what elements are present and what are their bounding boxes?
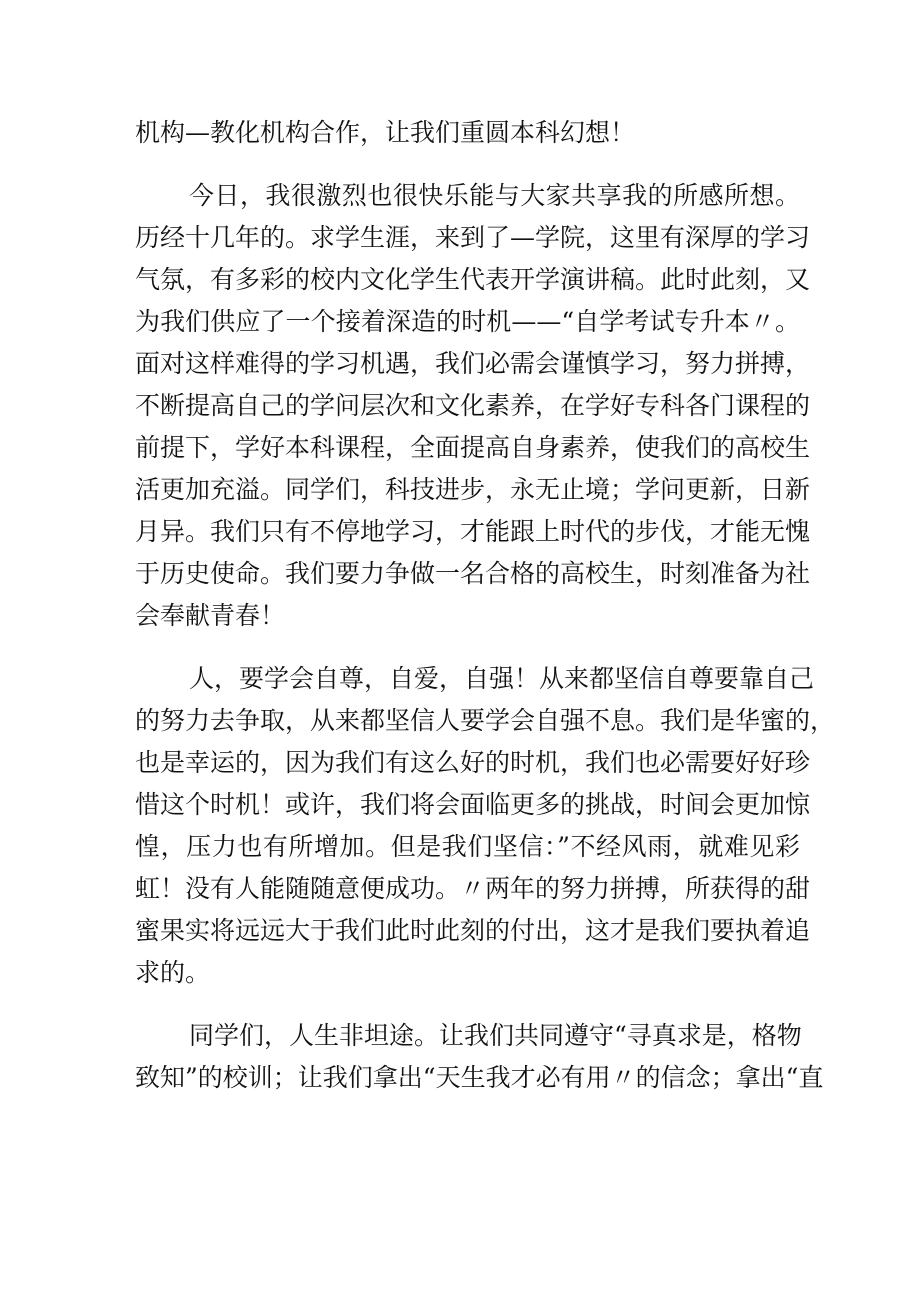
text-line: 气氛，有多彩的校内文化学生代表开学演讲稿。此时此刻，又 bbox=[135, 265, 811, 294]
paragraph-gap bbox=[135, 154, 800, 175]
paragraph-gap bbox=[135, 637, 800, 658]
paragraph bbox=[135, 658, 836, 994]
text-line: 求的。 bbox=[135, 958, 211, 987]
text-line: 活更加充溢。同学们，科技进步，永无止境；学问更新，日新 bbox=[135, 475, 811, 504]
text-line: 今日，我很激烈也很快乐能与大家共享我的所感所想。 bbox=[189, 181, 800, 210]
text-line: 为我们供应了一个接着深造的时机——“自学考试专升本〃。 bbox=[135, 307, 800, 336]
text-line: 惜这个时机！或许，我们将会面临更多的挑战，时间会更加惊 bbox=[135, 790, 811, 819]
text-line: 前提下，学好本科课程，全面提高自身素养，使我们的高校生 bbox=[135, 433, 811, 462]
text-line: 的努力去争取，从来都坚信人要学会自强不息。我们是华蜜的， bbox=[135, 706, 836, 735]
text-line: 不断提高自己的学问层次和文化素养，在学好专科各门课程的 bbox=[135, 391, 811, 420]
paragraph bbox=[135, 1015, 824, 1099]
text-line: 于历史使命。我们要力争做一名合格的高校生，时刻准备为社 bbox=[135, 559, 811, 588]
paragraph-gap bbox=[135, 994, 800, 1015]
text-line: 同学们，人生非坦途。让我们共同遵守“寻真求是，格物 bbox=[189, 1021, 802, 1050]
text-line: 惶，压力也有所增加。但是我们坚信：”不经风雨，就难见彩 bbox=[135, 832, 800, 861]
text-line: 人，要学会自尊，自爱，自强！从来都坚信自尊要靠自己 bbox=[189, 664, 815, 693]
paragraph bbox=[135, 112, 800, 154]
text-line: 面对这样难得的学习机遇，我们必需会谨慎学习，努力拼搏， bbox=[135, 349, 811, 378]
text-line: 蜜果实将远远大于我们此时此刻的付出，这才是我们要执着追 bbox=[135, 916, 811, 945]
text-line: 月异。我们只有不停地学习，才能跟上时代的步伐，才能无愧 bbox=[135, 517, 811, 546]
text-line: 会奉献青春！ bbox=[135, 601, 286, 630]
text-line: 也是幸运的，因为我们有这么好的时机，我们也必需要好好珍 bbox=[135, 748, 811, 777]
paragraph bbox=[135, 175, 811, 637]
text-line: 历经十几年的。求学生涯，来到了—学院，这里有深厚的学习 bbox=[135, 223, 811, 252]
document-body bbox=[135, 112, 836, 1099]
text-line: 虹！没有人能随随意便成功。〃两年的努力拼搏，所获得的甜 bbox=[135, 874, 811, 903]
text-line: 致知”的校训；让我们拿出“天生我才必有用〃的信念；拿出“直 bbox=[135, 1063, 824, 1092]
text-line: 机构—教化机构合作，让我们重圆本科幻想！ bbox=[135, 118, 636, 147]
